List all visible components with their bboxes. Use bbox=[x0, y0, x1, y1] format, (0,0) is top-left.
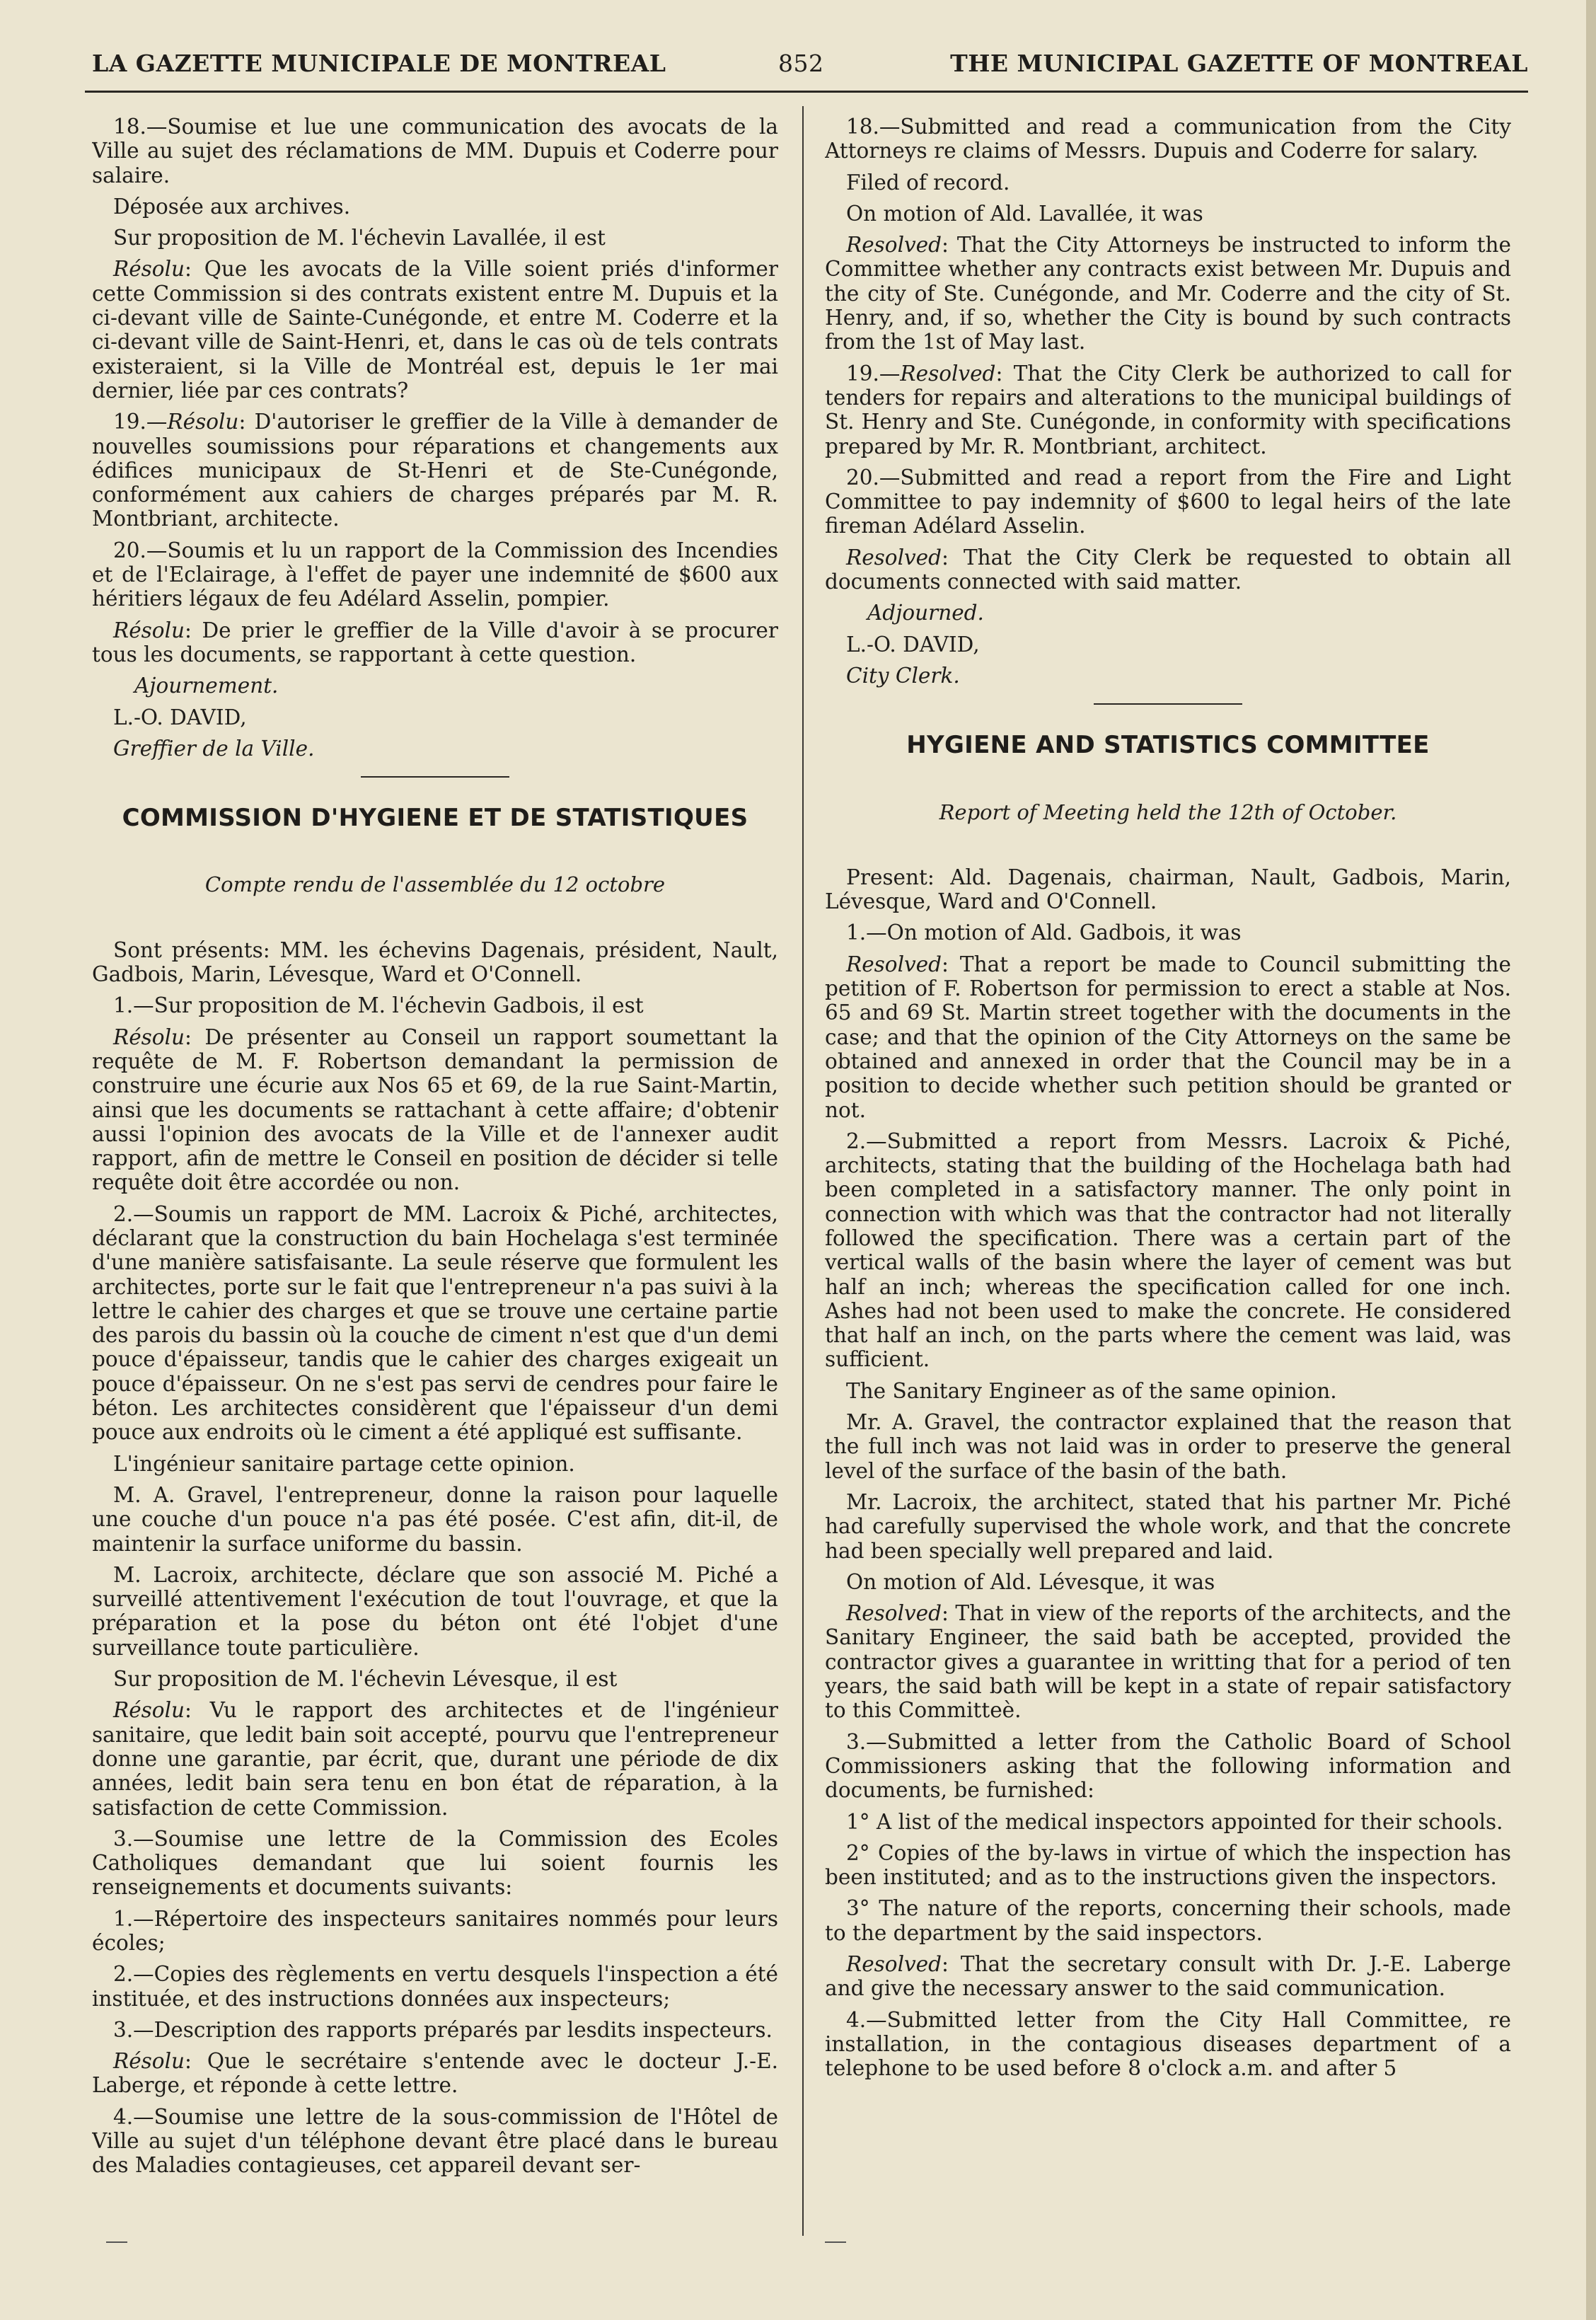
fr-hyg-item-3-c: 3.—Description des rapports préparés par lesdits inspecteurs. bbox=[113, 2017, 773, 2042]
en-hyg-item-3-a: 1° A list of the medical inspectors appointed for their schools. bbox=[846, 1809, 1503, 1834]
resolution-text: : That the City Clerk be requested to obtain all documents connected with said matter. bbox=[825, 545, 1511, 594]
resolved-label: Resolved bbox=[846, 1952, 942, 1976]
running-header bbox=[92, 50, 1528, 85]
fr-hyg-item-4: 4.—Soumise une lettre de la sous-commission de l'Hôtel de Ville au sujet d'un téléphone devant être placé dans le bureau des Maladies contagieuses, cet appareil devant ser- bbox=[92, 2104, 778, 2178]
fr-hyg-item-3: 3.—Soumise une lettre de la Commission des Ecoles Catholiques demandant que lui soient fournis les renseignements et documents suivants: bbox=[92, 1826, 778, 1900]
section-rule bbox=[361, 776, 509, 778]
resolution-text: : That the City Attorneys be instructed to inform the Committee whether any contracts exist between Mr. Dupuis and the city of Ste. Cunégonde, and Mr. Coderre and the city of St. Henry, and, if so, whether the City is bound by such contracts from the 1st of May last. bbox=[825, 233, 1511, 354]
header-french-title: LA GAZETTE MUNICIPALE DE MONTREAL bbox=[92, 50, 666, 77]
en-item-20-resolution bbox=[825, 546, 1511, 594]
fr-item-18-resolution bbox=[92, 257, 778, 403]
fr-hyg-item-3-b: 2.—Copies des règlements en vertu desquels l'inspection a été instituée, et des instructions données aux inspecteurs; bbox=[92, 1962, 778, 2011]
resolution-text: : Vu le rapport des architectes et de l'ingénieur sanitaire, que ledit bain soit accepté, pourvu que l'entrepreneur donne une garantie, par écrit, que, durant une période de dix années, ledit bain sera tenu en bon état de réparation, à la satisfaction de cette Commission. bbox=[92, 1698, 778, 1820]
en-hyg-item-1: 1.—On motion of Ald. Gadbois, it was bbox=[846, 921, 1242, 945]
en-hyg-item-2-resolution bbox=[825, 1601, 1511, 1722]
resolu-label: Résolu bbox=[113, 1698, 185, 1723]
fr-adjournment: Ajournement. bbox=[134, 674, 279, 698]
fr-item-18: 18.—Soumise et lue une communication des avocats de la Ville au sujet des réclamations de MM. Dupuis et Coderre pour salaire. bbox=[92, 115, 778, 187]
resolution-text: : That in view of the reports of the architects, and the Sanitary Engineer, the said bath be accepted, provided the contractor gives a guarantee in writting that for a period of ten years, the said bath will be kept in a state of repair satisfactory to this Committeè. bbox=[825, 1601, 1511, 1723]
en-attendance: Present: Ald. Dagenais, chairman, Nault, Gadbois, Marin, Lévesque, Ward and O'Connell. bbox=[825, 865, 1511, 914]
en-hyg-item-2-engineer: The Sanitary Engineer as of the same opinion. bbox=[846, 1378, 1337, 1403]
resolution-text: : That a report be made to Council submitting the petition of F. Robertson for permission to erect a stable at Nos. 65 and 69 St. Martin street together with the documents in the case; and that the opinion of the City Attorneys on the same be obtained and annexed in order that the Council may be in a position to decide whether such petition should be granted or not. bbox=[825, 952, 1511, 1122]
en-item-19 bbox=[825, 362, 1511, 458]
resolution-text: : De présenter au Conseil un rapport soumettant la requête de M. F. Robertson demandant la permission de construire une écurie aux Nos 65 et 69, de la rue Saint-Martin, ainsi que les documents se rattachant à cette affaire; d'obtenir aussi l'opinion des avocats de la Ville et de l'annexer audit rapport, afin de mettre le Conseil en position de décider si telle requête doit être accordée ou non. bbox=[92, 1025, 778, 1195]
resolved-label: Resolved bbox=[846, 952, 942, 976]
fr-hyg-item-2-engineer: L'ingénieur sanitaire partage cette opinion. bbox=[113, 1451, 575, 1476]
resolu-label: Résolu bbox=[113, 2049, 185, 2074]
resolved-label: Resolved bbox=[900, 361, 996, 386]
en-item-18: 18.—Submitted and read a communication from the City Attorneys re claims of Messrs. Dupuis and Coderre for salary. bbox=[825, 115, 1511, 163]
fr-hyg-item-2-resolution bbox=[92, 1698, 778, 1819]
resolu-label: Résolu bbox=[113, 1025, 185, 1049]
fr-item-19 bbox=[92, 410, 778, 531]
resolu-label: Résolu bbox=[113, 257, 185, 282]
en-section-subheading: Report of Meeting held the 12th of October. bbox=[939, 800, 1397, 824]
page-edge bbox=[1586, 0, 1596, 2320]
en-hyg-item-2-architect: Mr. Lacroix, the architect, stated that his partner Mr. Piché had carefully supervised the whole work, and that the concrete had been specially well prepared and laid. bbox=[825, 1489, 1511, 1563]
fr-hyg-item-1: 1.—Sur proposition de M. l'échevin Gadbois, il est bbox=[113, 993, 644, 1018]
resolved-label: Resolved bbox=[846, 545, 942, 570]
en-hyg-item-2-motion: On motion of Ald. Lévesque, it was bbox=[846, 1569, 1215, 1594]
fr-section-subheading: Compte rendu de l'assemblée du 12 octobre bbox=[204, 872, 666, 897]
en-hyg-item-3: 3.—Submitted a letter from the Catholic Board of School Commissioners asking that the following information and documents, be furnished: bbox=[825, 1729, 1511, 1803]
resolution-text: : D'autoriser le greffier de la Ville à demander de nouvelles soumissions pour réparations et changements aux édifices municipaux de St-Henri et de Ste-Cunégonde, conformément aux cahiers de charges préparés par M. R. Montbriant, architecte. bbox=[92, 410, 778, 531]
footer-mark bbox=[106, 2241, 127, 2243]
column-divider bbox=[802, 106, 804, 2236]
fr-section-heading: COMMISSION D'HYGIENE ET DE STATISTIQUES bbox=[122, 804, 748, 833]
en-hyg-item-3-b: 2° Copies of the by-laws in virtue of which the inspection has been instituted; and as to the instructions given the inspectors. bbox=[825, 1840, 1511, 1890]
fr-item-20: 20.—Soumis et lu un rapport de la Commission des Incendies et de l'Eclairage, à l'effet de payer une indemnité de $600 aux héritiers légaux de feu Adélard Asselin, pompier. bbox=[92, 538, 778, 611]
fr-item-18-motion: Sur proposition de M. l'échevin Lavallée, il est bbox=[113, 226, 606, 250]
en-item-18-filed: Filed of record. bbox=[846, 170, 1010, 195]
resolution-text: : Que le secrétaire s'entende avec le docteur J.-E. Laberge, et réponde à cette lettre. bbox=[92, 2049, 778, 2098]
en-hyg-item-2: 2.—Submitted a report from Messrs. Lacroix & Piché, architects, stating that the building of the Hochelaga bath had been completed in a satisfactory manner. The only point in connection with which was that the contractor had not literally followed the specification. There was a certain part of the vertical walls of the basin where the layer of cement was but half an inch; whereas the specification called for one inch. Ashes had not been used to make the concrete. He considered that half an inch, on the parts where the cement was laid, was sufficient. bbox=[825, 1129, 1511, 1372]
english-column bbox=[825, 115, 1511, 2237]
resolution-text: : De prier le greffier de la Ville d'avoir à se procurer tous les documents, se rapportant à cette question. bbox=[92, 618, 778, 666]
en-hyg-item-1-resolution bbox=[825, 952, 1511, 1122]
resolu-label: Résolu bbox=[113, 618, 185, 642]
fr-item-20-resolution bbox=[92, 618, 778, 667]
section-rule bbox=[1094, 703, 1242, 705]
en-hyg-item-4: 4.—Submitted letter from the City Hall Committee, re installation, in the contagious diseases department of a telephone to be used before 8 o'clock a.m. and after 5 bbox=[825, 2007, 1511, 2081]
fr-attendance: Sont présents: MM. les échevins Dagenais, président, Nault, Gadbois, Marin, Lévesque, Ward et O'Connell. bbox=[92, 937, 778, 987]
en-hyg-item-3-c: 3° The nature of the reports, concerning their schools, made to the department by the said inspectors. bbox=[825, 1896, 1511, 1945]
en-hyg-item-2-contractor: Mr. A. Gravel, the contractor explained that the reason that the full inch was not laid was in order to preserve the general level of the surface of the basin of the bath. bbox=[825, 1410, 1511, 1483]
resolution-text: : That the City Clerk be authorized to call for tenders for repairs and alterations to the municipal buildings of St. Henry and Ste. Cunégonde, in conformity with specifications prepared by Mr. R. Montbriant, architect. bbox=[825, 361, 1511, 458]
fr-signature-name: L.-O. DAVID, bbox=[113, 705, 247, 729]
fr-hyg-item-1-resolution bbox=[92, 1025, 778, 1195]
fr-hyg-item-3-resolution bbox=[92, 2049, 778, 2098]
resolu-label: Résolu bbox=[167, 410, 239, 434]
fr-item-18-filed: Déposée aux archives. bbox=[113, 194, 351, 219]
footer-mark bbox=[825, 2241, 846, 2243]
fr-hyg-item-2: 2.—Soumis un rapport de MM. Lacroix & Piché, architectes, déclarant que la construction du bain Hochelaga s'est terminée d'une manière satisfaisante. La seule réserve que formulent les architectes, porte sur le fait que l'entrepreneur n'a pas suivi à la lettre le cahier des charges et que se trouve une certaine partie des parois du bassin où la couche de ciment n'est que d'un demi pouce d'épaisseur, tandis que le cahier des charges exigeait un pouce d'épaisseur. On ne s'est pas servi de cendres pour faire le béton. Les architectes considèrent que l'épaisseur d'un demi pouce aux endroits où le ciment a été appliqué est suffisante. bbox=[92, 1201, 778, 1445]
fr-hyg-item-2-architect: M. Lacroix, architecte, déclare que son associé M. Piché a surveillé attentivement l'exécution de tout l'ouvrage, et que la préparation et la pose du béton ont été l'objet d'une surveillance toute particulière. bbox=[92, 1562, 778, 1660]
en-item-18-motion: On motion of Ald. Lavallée, it was bbox=[846, 201, 1203, 226]
item-number: 19.— bbox=[113, 410, 168, 434]
en-item-18-resolution bbox=[825, 233, 1511, 354]
header-english-title: THE MUNICIPAL GAZETTE OF MONTREAL bbox=[950, 50, 1528, 77]
en-item-20: 20.—Submitted and read a report from the Fire and Light Committee to pay indemnity of $600 to legal heirs of the late fireman Adélard Asselin. bbox=[825, 465, 1511, 538]
resolved-label: Resolved bbox=[846, 233, 942, 258]
fr-signature-title: Greffier de la Ville. bbox=[113, 736, 315, 761]
fr-hyg-item-3-a: 1.—Répertoire des inspecteurs sanitaires nommés pour leurs écoles; bbox=[92, 1906, 778, 1955]
resolution-text: : That the secretary consult with Dr. J.-E. Laberge and give the necessary answer to the said communication. bbox=[825, 1952, 1511, 2001]
en-signature-name: L.-O. DAVID, bbox=[846, 632, 980, 657]
header-rule bbox=[85, 91, 1528, 93]
item-number: 19.— bbox=[846, 361, 901, 386]
resolved-label: Resolved bbox=[846, 1601, 942, 1626]
en-signature-title: City Clerk. bbox=[846, 663, 960, 688]
en-section-heading: HYGIENE AND STATISTICS COMMITTEE bbox=[906, 731, 1430, 760]
french-column bbox=[92, 115, 778, 2237]
resolution-text: : Que les avocats de la Ville soient priés d'informer cette Commission si des contrats existent entre M. Dupuis et la ci-devant ville de Sainte-Cunégonde, et entre M. Coderre et la ci-devant ville de Saint-Henri, et, dans le cas où de tels contrats existeraient, si la Ville de Montréal est, depuis le 1er mai dernier, liée par ces contrats? bbox=[92, 257, 778, 403]
en-adjournment: Adjourned. bbox=[867, 601, 984, 625]
page-number: 852 bbox=[778, 50, 824, 77]
fr-hyg-item-2-contractor: M. A. Gravel, l'entrepreneur, donne la raison pour laquelle une couche d'un pouce n'a pas été posée. C'est afin, dit-il, de maintenir la surface uniforme du bassin. bbox=[92, 1482, 778, 1556]
en-hyg-item-3-resolution bbox=[825, 1952, 1511, 2001]
fr-hyg-item-2-motion: Sur proposition de M. l'échevin Lévesque, il est bbox=[113, 1667, 618, 1692]
